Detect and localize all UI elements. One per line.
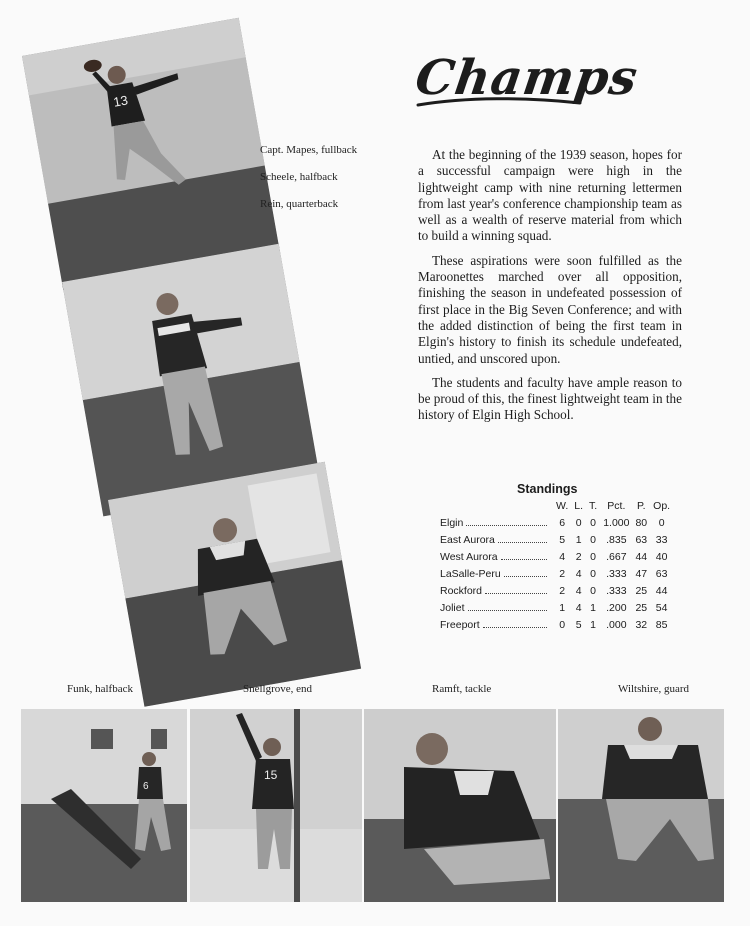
standings-row — [438, 531, 673, 548]
caption-rein: Rein, quarterback — [260, 198, 339, 210]
standings-table — [438, 498, 673, 633]
stat-w: 2 — [559, 584, 566, 597]
svg-text:15: 15 — [264, 768, 278, 782]
col-header: W. — [556, 500, 569, 512]
stat-l: 1 — [575, 533, 582, 546]
caption-funk: Funk, halfback — [67, 683, 133, 695]
stat-p: 25 — [635, 584, 648, 597]
stat-pct: .835 — [606, 533, 627, 546]
page-title: Champs — [412, 50, 642, 106]
stat-op: 63 — [655, 567, 668, 580]
stat-p: 47 — [635, 567, 648, 580]
photo-snellgrove — [190, 709, 362, 902]
photo-ramft — [364, 709, 556, 902]
team-name: Joliet — [438, 599, 553, 616]
stat-w: 6 — [559, 516, 566, 529]
col-header: P. — [637, 500, 646, 512]
stat-pct: .000 — [606, 618, 627, 631]
col-header: L. — [574, 500, 584, 512]
stat-w: 0 — [559, 618, 566, 631]
stat-pct: .333 — [606, 567, 627, 580]
standings-row — [438, 514, 673, 531]
stat-l: 4 — [575, 584, 582, 597]
stat-op: 0 — [658, 516, 665, 529]
article-body — [418, 147, 682, 432]
standings-title: Standings — [517, 482, 578, 496]
title-swash — [416, 95, 582, 109]
stat-w: 2 — [559, 567, 566, 580]
stat-l: 4 — [575, 601, 582, 614]
photo-strip — [18, 20, 348, 690]
stat-t: 0 — [590, 584, 597, 597]
col-header: T. — [589, 500, 598, 512]
caption-wiltshire: Wiltshire, guard — [618, 683, 690, 695]
team-name: LaSalle-Peru — [438, 565, 553, 582]
paragraph: At the beginning of the 1939 season, hopes for a successful campaign were high in the lightweight camp with nine returning lettermen from last year's conference championship team as well as a wealth of reserve material from which to build a winning squad. — [418, 147, 682, 244]
stat-w: 5 — [559, 533, 566, 546]
paragraph: The students and faculty have ample reason to be proud of this, the finest lightweight team in the history of Elgin High School. — [418, 374, 682, 423]
caption-scheele: Scheele, halfback — [260, 171, 338, 183]
caption-ramft: Ramft, tackle — [432, 683, 492, 695]
paragraph: These aspirations were soon fulfilled as the Maroonettes marched over all opposition, finishing the season in undefeated possession of first place in the Big Seven Conference; and with the added distinction of being the first team in Elgin's history to finish its schedule undefeated, untied, and unscored upon. — [418, 252, 682, 366]
stat-l: 5 — [575, 618, 582, 631]
stat-p: 63 — [635, 533, 648, 546]
team-name: Rockford — [438, 582, 553, 599]
photo-rein — [108, 462, 361, 707]
col-header: Op. — [653, 500, 671, 512]
standings-row — [438, 599, 673, 616]
standings-row — [438, 616, 673, 633]
col-header: Pct. — [607, 500, 626, 512]
stat-pct: .333 — [606, 584, 627, 597]
stat-l: 0 — [575, 516, 582, 529]
stat-op: 33 — [655, 533, 668, 546]
stat-t: 0 — [590, 550, 597, 563]
svg-text:13: 13 — [112, 92, 129, 110]
standings-header-row — [438, 498, 673, 514]
standings-row — [438, 548, 673, 565]
stat-pct: .667 — [606, 550, 627, 563]
team-name: Elgin — [438, 514, 553, 531]
stat-op: 85 — [655, 618, 668, 631]
team-name: West Aurora — [438, 548, 553, 565]
stat-pct: .200 — [606, 601, 627, 614]
photo-wiltshire — [558, 709, 724, 902]
stat-p: 80 — [635, 516, 648, 529]
stat-l: 4 — [575, 567, 582, 580]
caption-snellgrove: Snellgrove, end — [243, 683, 313, 695]
stat-t: 0 — [590, 567, 597, 580]
stat-pct: 1.000 — [603, 516, 630, 529]
standings-row — [438, 582, 673, 599]
stat-p: 25 — [635, 601, 648, 614]
stat-op: 44 — [655, 584, 668, 597]
stat-w: 1 — [559, 601, 566, 614]
standings-row — [438, 565, 673, 582]
stat-w: 4 — [559, 550, 566, 563]
stat-t: 1 — [590, 618, 597, 631]
stat-p: 32 — [635, 618, 648, 631]
stat-t: 0 — [590, 516, 597, 529]
caption-mapes: Capt. Mapes, fullback — [260, 144, 358, 156]
stat-l: 2 — [575, 550, 582, 563]
team-name: Freeport — [438, 616, 553, 633]
stat-t: 0 — [590, 533, 597, 546]
stat-p: 44 — [635, 550, 648, 563]
stat-t: 1 — [590, 601, 597, 614]
svg-text:6: 6 — [143, 781, 149, 792]
stat-op: 54 — [655, 601, 668, 614]
stat-op: 40 — [655, 550, 668, 563]
photo-funk — [21, 709, 187, 902]
team-name: East Aurora — [438, 531, 553, 548]
